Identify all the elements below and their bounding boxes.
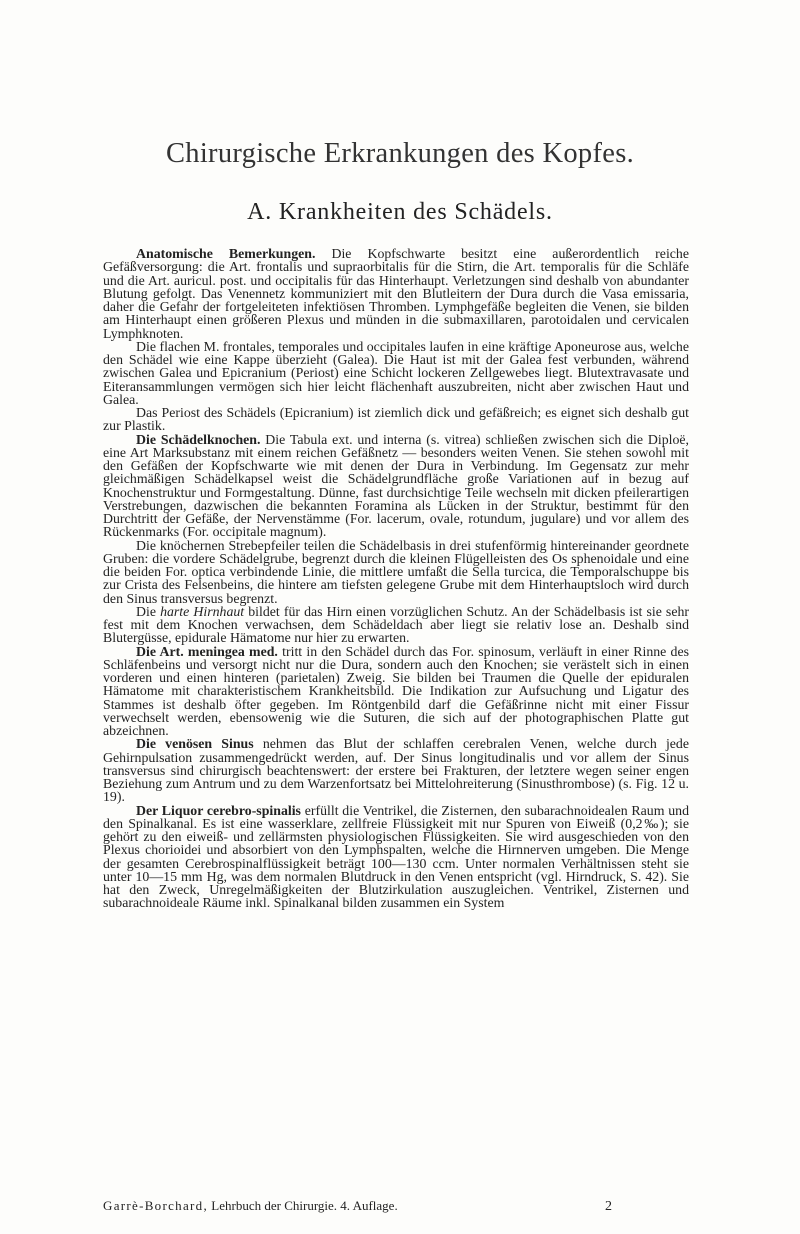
paragraph-anatomy [103, 247, 689, 340]
paragraph-text: Die [136, 603, 161, 619]
paragraph-meningea [103, 645, 689, 738]
paragraph-lead: Die venösen Sinus [136, 736, 254, 752]
footer-author: Garrè-Borchard, [103, 1198, 209, 1213]
paragraph-text: nehmen das Blut der schlaffen cerebralen Venen, welche durch jede Gehirnpulsation zusammengedrückt werden, auf. Der Sinus longitudinalis und vor allem der Sinus transversus sind chirurgisch beachtenswert: der erstere bei Frakturen, der letztere wegen seiner engen Beziehung zum Antrum und zu dem Warzenfortsatz bei Mittelohreiterung (Sinusthrombose) (s. Fig. 12 u. 19). [103, 736, 689, 805]
paragraph-sinus [103, 737, 689, 803]
section-heading: A. Krankheiten des Schädels. [247, 199, 553, 225]
paragraph-text: tritt in den Schädel durch das For. spinosum, verläuft in einer Rinne des Schläfenbeins und versorgt nicht nur die Dura, sondern auch den Knochen; sie verästelt sich in einen vorderen und einen hinteren (parietalen) Zweig. Sie bilden bei Traumen die Quelle der epiduralen Hämatome mit charakteristischem Krankheitsbild. Die Indikation zur Aufsuchung und Ligatur des Stammes ist deshalb öfter gegeben. Im Röntgenbild darf die Gefäßrinne nicht mit einer Fissur verwechselt werden, ebensowenig wie die Suturen, die sich auf der photographischen Platte gut abzeichnen. [103, 643, 689, 738]
paragraph-text: Die flachen M. frontales, temporales und occipitales laufen in eine kräftige Aponeurose aus, welche den Schädel wie eine Kappe überzieht (Galea). Die Haut ist mit der Galea fest verbunden, während zwischen Galea und Epicranium (Periost) eine Schicht lockeren Zellgewebes liegt. Blutextravasate und Eiteransammlungen vermögen sich hier leicht flächenhaft auszubreiten, nicht aber zwischen Haut und Galea. [103, 338, 689, 407]
body-text [103, 247, 689, 910]
paragraph-liquor [103, 804, 689, 910]
chapter-title: Chirurgische Erkrankungen des Kopfes. [165, 138, 635, 169]
paragraph-periost [103, 406, 689, 433]
paragraph-text: erfüllt die Ventrikel, die Zisternen, den subarachnoidealen Raum und den Spinalkanal. Es ist eine wasserklare, zellfreie Flüssigkeit mit nur Spuren von Eiweiß (0,2‰); sie gehört zu den eiweiß- und zellärmsten physiologischen Flüssigkeiten. Sie wird ausgeschieden von den Plexus chorioidei und absorbiert von den Lymphspalten, welche die Hirnnerven umgeben. Die Menge der gesamten Cerebrospinalflüssigkeit beträgt 100—130 ccm. Unter normalen Verhältnissen steht sie unter 10—15 mm Hg, was dem normalen Blutdruck in den Venen entspricht (vgl. Hirndruck, S. 42). Sie hat den Zweck, Unregelmäßigkeiten der Blutzirkulation auszugleichen. Ventrikel, Zisternen und subarachnoideale Räume inkl. Spinalkanal bilden zusammen ein System [103, 802, 690, 911]
paragraph-lead: Die Art. meningea med. [136, 643, 278, 659]
paragraph-text: Das Periost des Schädels (Epicranium) ist ziemlich dick und gefäßreich; es eignet sich deshalb gut zur Plastik. [103, 405, 689, 434]
paragraph-skull-bones [103, 433, 689, 539]
footer-book-title: Lehrbuch der Chirurgie. 4. Auflage. [208, 1198, 398, 1213]
paragraph-lead: Anatomische Bemerkungen. [136, 246, 316, 261]
paragraph-lead: Der Liquor cerebro-spinalis [136, 802, 301, 818]
paragraph-text: bildet für das Hirn einen vorzüglichen Schutz. An der Schädelbasis ist sie sehr fest mit dem Knochen verwachsen, dem Schädeldach aber liegt sie relativ lose an. Deshalb sind Blutergüsse, epidurale Hämatome nur hier zu erwarten. [103, 603, 689, 646]
paragraph-dura [103, 605, 689, 645]
page-number: 2 [605, 1199, 612, 1214]
page-footer [103, 1198, 689, 1214]
paragraph-text: Die knöchernen Strebepfeiler teilen die Schädelbasis in drei stufenförmig hintereinander geordnete Gruben: die vordere Schädelgrube, begrenzt durch die kleinen Flügelleisten des Os sphenoidale und eine die beiden For. optica verbindende Linie, die mittlere umfaßt die Sella turcica, die Temporalschuppe bis zur Crista des Felsenbeins, die hintere am tiefsten gelegene Grube mit dem Hinterhauptsloch wird durch den Sinus transversus begrenzt. [103, 537, 689, 606]
paragraph-text: Die Tabula ext. und interna (s. vitrea) schließen zwischen sich die Diploë, eine Art Marksubstanz mit einem reichen Gefäßnetz — besonders weiten Venen. Sie stehen sowohl mit den Gefäßen der Kopfschwarte wie mit denen der Dura in Verbindung. Im Gegensatz zur mehr gleichmäßigen Schädelkapsel weist die Schädelgrundfläche große Variationen auf in bezug auf Knochenstruktur und Formgestaltung. Dünne, fast durchsichtige Teile wechseln mit dicken pfeilerartigen Verstrebungen, dazwischen die bekannten Foramina als Lücken in der Struktur, bestimmt für den Durchtritt der Gefäße, der Nervenstämme (For. lacerum, ovale, rotundum, jugulare) und vor allem des Rückenmarks (For. occipitale magnum). [103, 431, 689, 540]
paragraph-skull-base [103, 539, 689, 605]
paragraph-galea [103, 340, 689, 406]
paragraph-emphasis: harte Hirnhaut [160, 603, 245, 619]
paragraph-text: Die Kopfschwarte besitzt eine außerordentlich reiche Gefäßversorgung: die Art. frontalis und supraorbitalis für die Stirn, die Art. temporalis für die Schläfe und die Art. auricul. post. und occipitalis für das Hinterhaupt. Verletzungen sind deshalb von abundanter Blutung gefolgt. Das Venennetz kommuniziert mit den Blutleitern der Dura durch die Vasa emissaria, daher die Gefahr der fortgeleiteten infektiösen Thromben. Lymphgefäße begleiten die Venen, sie bilden am Hinterhaupt einen größeren Plexus und münden in die submaxillaren, parotoidalen und cervicalen Lymphknoten. [103, 246, 689, 341]
paragraph-lead: Die Schädelknochen. [136, 431, 261, 447]
